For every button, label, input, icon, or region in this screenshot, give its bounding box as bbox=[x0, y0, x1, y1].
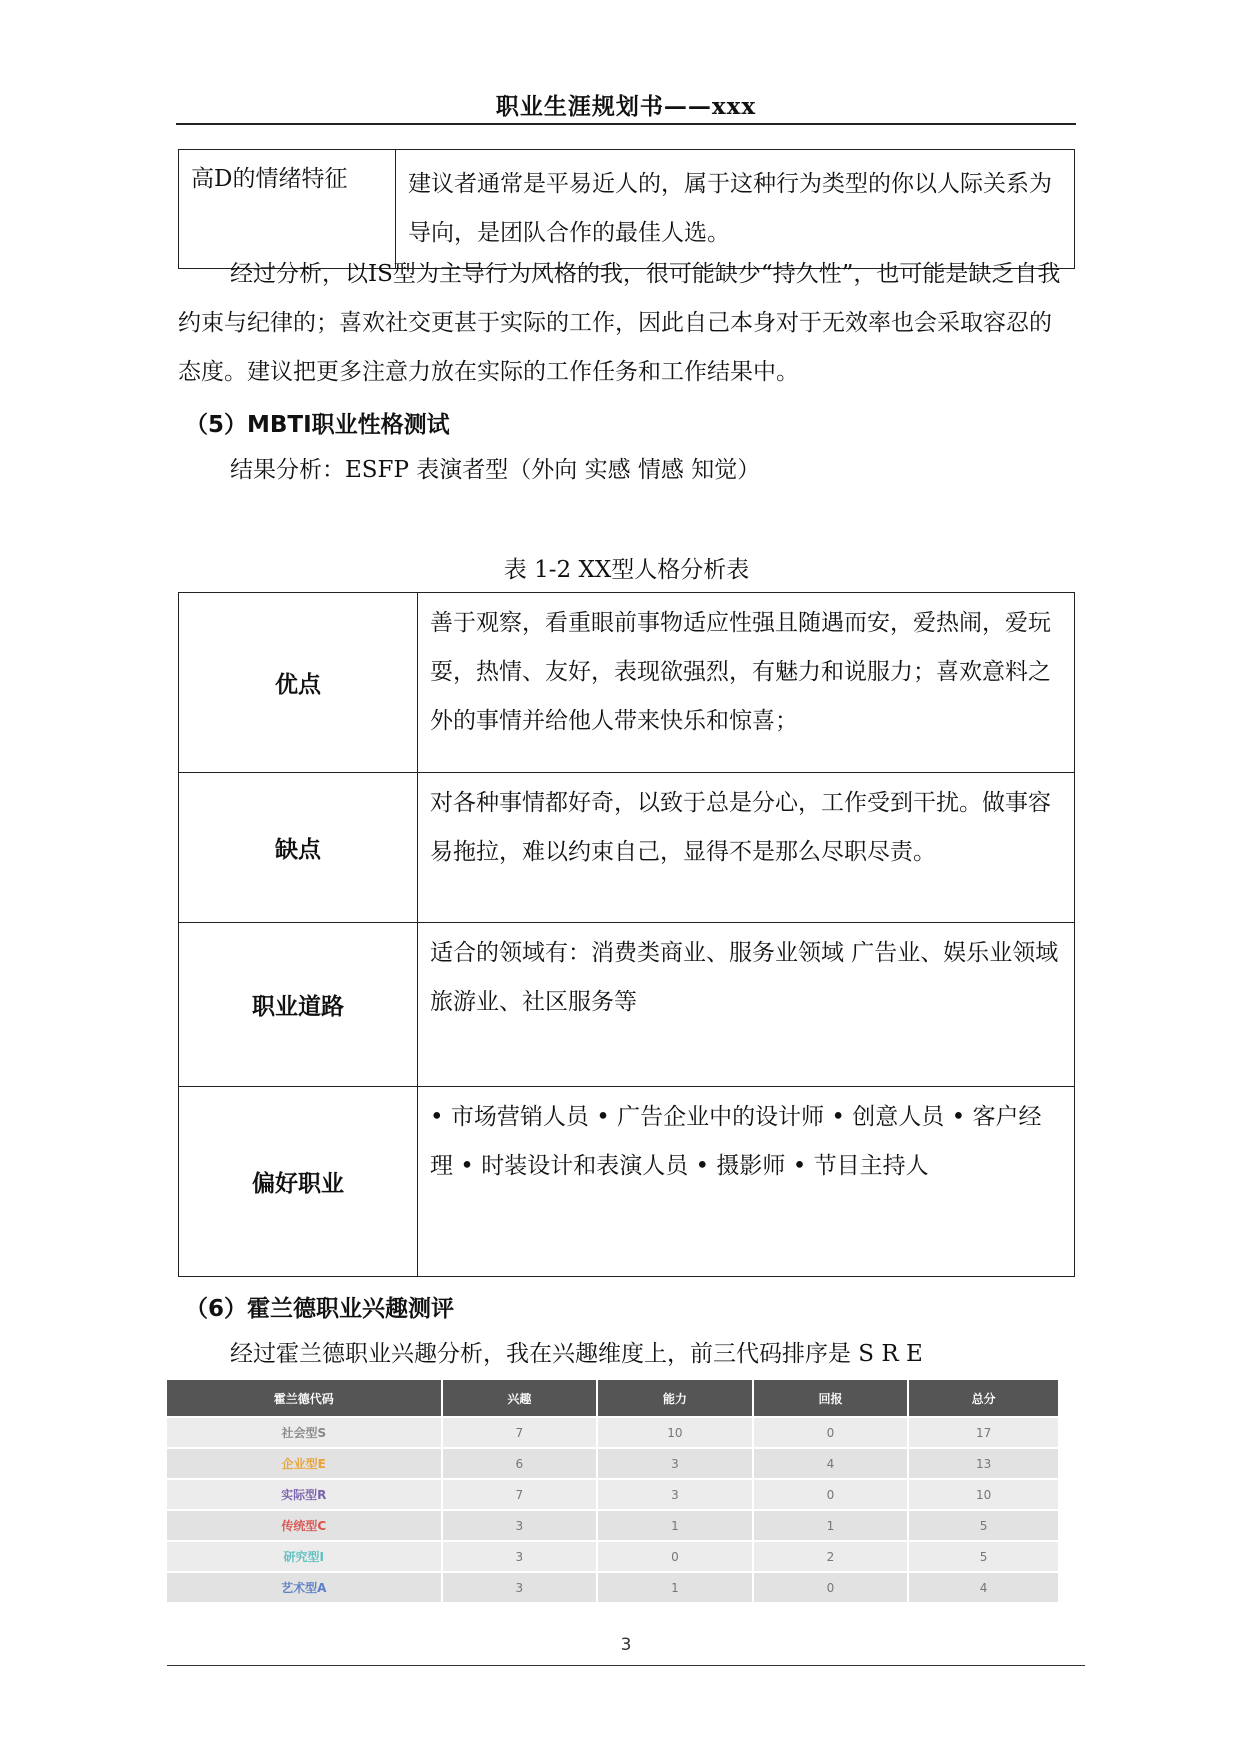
holland-header-row bbox=[167, 1380, 1060, 1416]
section-5-heading: （5）MBTI职业性格测试 bbox=[185, 412, 450, 438]
table-row bbox=[179, 773, 1075, 923]
holland-code-cell: 社会型S bbox=[167, 1416, 443, 1447]
holland-ability-cell: 10 bbox=[598, 1416, 754, 1447]
table-row bbox=[179, 923, 1075, 1087]
holland-total-cell: 13 bbox=[909, 1447, 1060, 1478]
d-trait-value: 建议者通常是平易近人的，属于这种行为类型的你以人际关系为导向，是团队合作的最佳人选。 bbox=[396, 150, 1075, 269]
d-trait-label: 高D的情绪特征 bbox=[179, 150, 396, 269]
table-row bbox=[167, 1509, 1060, 1540]
holland-total-cell: 17 bbox=[909, 1416, 1060, 1447]
holland-total-cell: 5 bbox=[909, 1540, 1060, 1571]
holland-interest-cell: 7 bbox=[443, 1416, 599, 1447]
holland-reward-cell: 0 bbox=[754, 1478, 910, 1509]
holland-intro: 经过霍兰德职业兴趣分析，我在兴趣维度上，前三代码排序是 S R E bbox=[230, 1341, 923, 1367]
holland-header-code: 霍兰德代码 bbox=[167, 1380, 443, 1416]
holland-ability-cell: 3 bbox=[598, 1478, 754, 1509]
holland-interest-cell: 3 bbox=[443, 1571, 599, 1602]
page-number: 3 bbox=[620, 1635, 632, 1655]
mbti-label-career-path: 职业道路 bbox=[179, 923, 418, 1087]
holland-header-interest: 兴趣 bbox=[443, 1380, 599, 1416]
holland-score-table bbox=[167, 1380, 1060, 1602]
holland-total-cell: 5 bbox=[909, 1509, 1060, 1540]
mbti-value-career-path: 适合的领域有：消费类商业、服务业领域 广告业、娱乐业领域 旅游业、社区服务等 bbox=[418, 923, 1075, 1087]
holland-reward-cell: 1 bbox=[754, 1509, 910, 1540]
holland-interest-cell: 3 bbox=[443, 1509, 599, 1540]
holland-reward-cell: 0 bbox=[754, 1416, 910, 1447]
mbti-label-weaknesses: 缺点 bbox=[179, 773, 418, 923]
mbti-result: 结果分析：ESFP 表演者型（外向 实感 情感 知觉） bbox=[230, 457, 761, 483]
holland-reward-cell: 2 bbox=[754, 1540, 910, 1571]
section-6-heading: （6）霍兰德职业兴趣测评 bbox=[185, 1296, 455, 1322]
mbti-label-strengths: 优点 bbox=[179, 593, 418, 773]
holland-code-cell: 传统型C bbox=[167, 1509, 443, 1540]
mbti-analysis-table bbox=[178, 592, 1075, 1277]
holland-code-cell: 研究型I bbox=[167, 1540, 443, 1571]
page-header-title: 职业生涯规划书——xxx bbox=[495, 93, 757, 120]
table-row bbox=[167, 1571, 1060, 1602]
holland-code-cell: 艺术型A bbox=[167, 1571, 443, 1602]
footer-divider bbox=[167, 1665, 1085, 1666]
holland-total-cell: 10 bbox=[909, 1478, 1060, 1509]
analysis-paragraph: 经过分析，以IS型为主导行为风格的我，很可能缺少“持久性”，也可能是缺乏自我约束与纪律的；喜欢社交更甚于实际的工作，因此自己本身对于无效率也会采取容忍的态度。建议把更多注意力放在实际的工作任务和工作结果中。 bbox=[178, 261, 1061, 385]
table-row bbox=[179, 593, 1075, 773]
mbti-value-strengths: 善于观察，看重眼前事物适应性强且随遇而安，爱热闹，爱玩耍，热情、友好，表现欲强烈，有魅力和说服力；喜欢意料之外的事情并给他人带来快乐和惊喜； bbox=[418, 593, 1075, 773]
mbti-label-preferred-jobs: 偏好职业 bbox=[179, 1087, 418, 1277]
header-divider bbox=[176, 123, 1076, 125]
holland-header-total: 总分 bbox=[909, 1380, 1060, 1416]
holland-header-ability: 能力 bbox=[598, 1380, 754, 1416]
holland-ability-cell: 1 bbox=[598, 1509, 754, 1540]
holland-code-cell: 实际型R bbox=[167, 1478, 443, 1509]
holland-interest-cell: 3 bbox=[443, 1540, 599, 1571]
mbti-value-preferred-jobs: • 市场营销人员 • 广告企业中的设计师 • 创意人员 • 客户经理 • 时装设计和表演人员 • 摄影师 • 节目主持人 bbox=[418, 1087, 1075, 1277]
holland-ability-cell: 1 bbox=[598, 1571, 754, 1602]
table-row bbox=[167, 1447, 1060, 1478]
holland-header-reward: 回报 bbox=[754, 1380, 910, 1416]
table-row bbox=[167, 1540, 1060, 1571]
table-caption: 表 1-2 XX型人格分析表 bbox=[503, 557, 750, 583]
holland-reward-cell: 0 bbox=[754, 1571, 910, 1602]
holland-reward-cell: 4 bbox=[754, 1447, 910, 1478]
holland-code-cell: 企业型E bbox=[167, 1447, 443, 1478]
holland-ability-cell: 0 bbox=[598, 1540, 754, 1571]
table-row bbox=[167, 1478, 1060, 1509]
table-row bbox=[167, 1416, 1060, 1447]
table-row bbox=[179, 1087, 1075, 1277]
holland-ability-cell: 3 bbox=[598, 1447, 754, 1478]
holland-interest-cell: 6 bbox=[443, 1447, 599, 1478]
mbti-value-weaknesses: 对各种事情都好奇，以致于总是分心，工作受到干扰。做事容易拖拉，难以约束自己，显得不是那么尽职尽责。 bbox=[418, 773, 1075, 923]
holland-interest-cell: 7 bbox=[443, 1478, 599, 1509]
holland-total-cell: 4 bbox=[909, 1571, 1060, 1602]
